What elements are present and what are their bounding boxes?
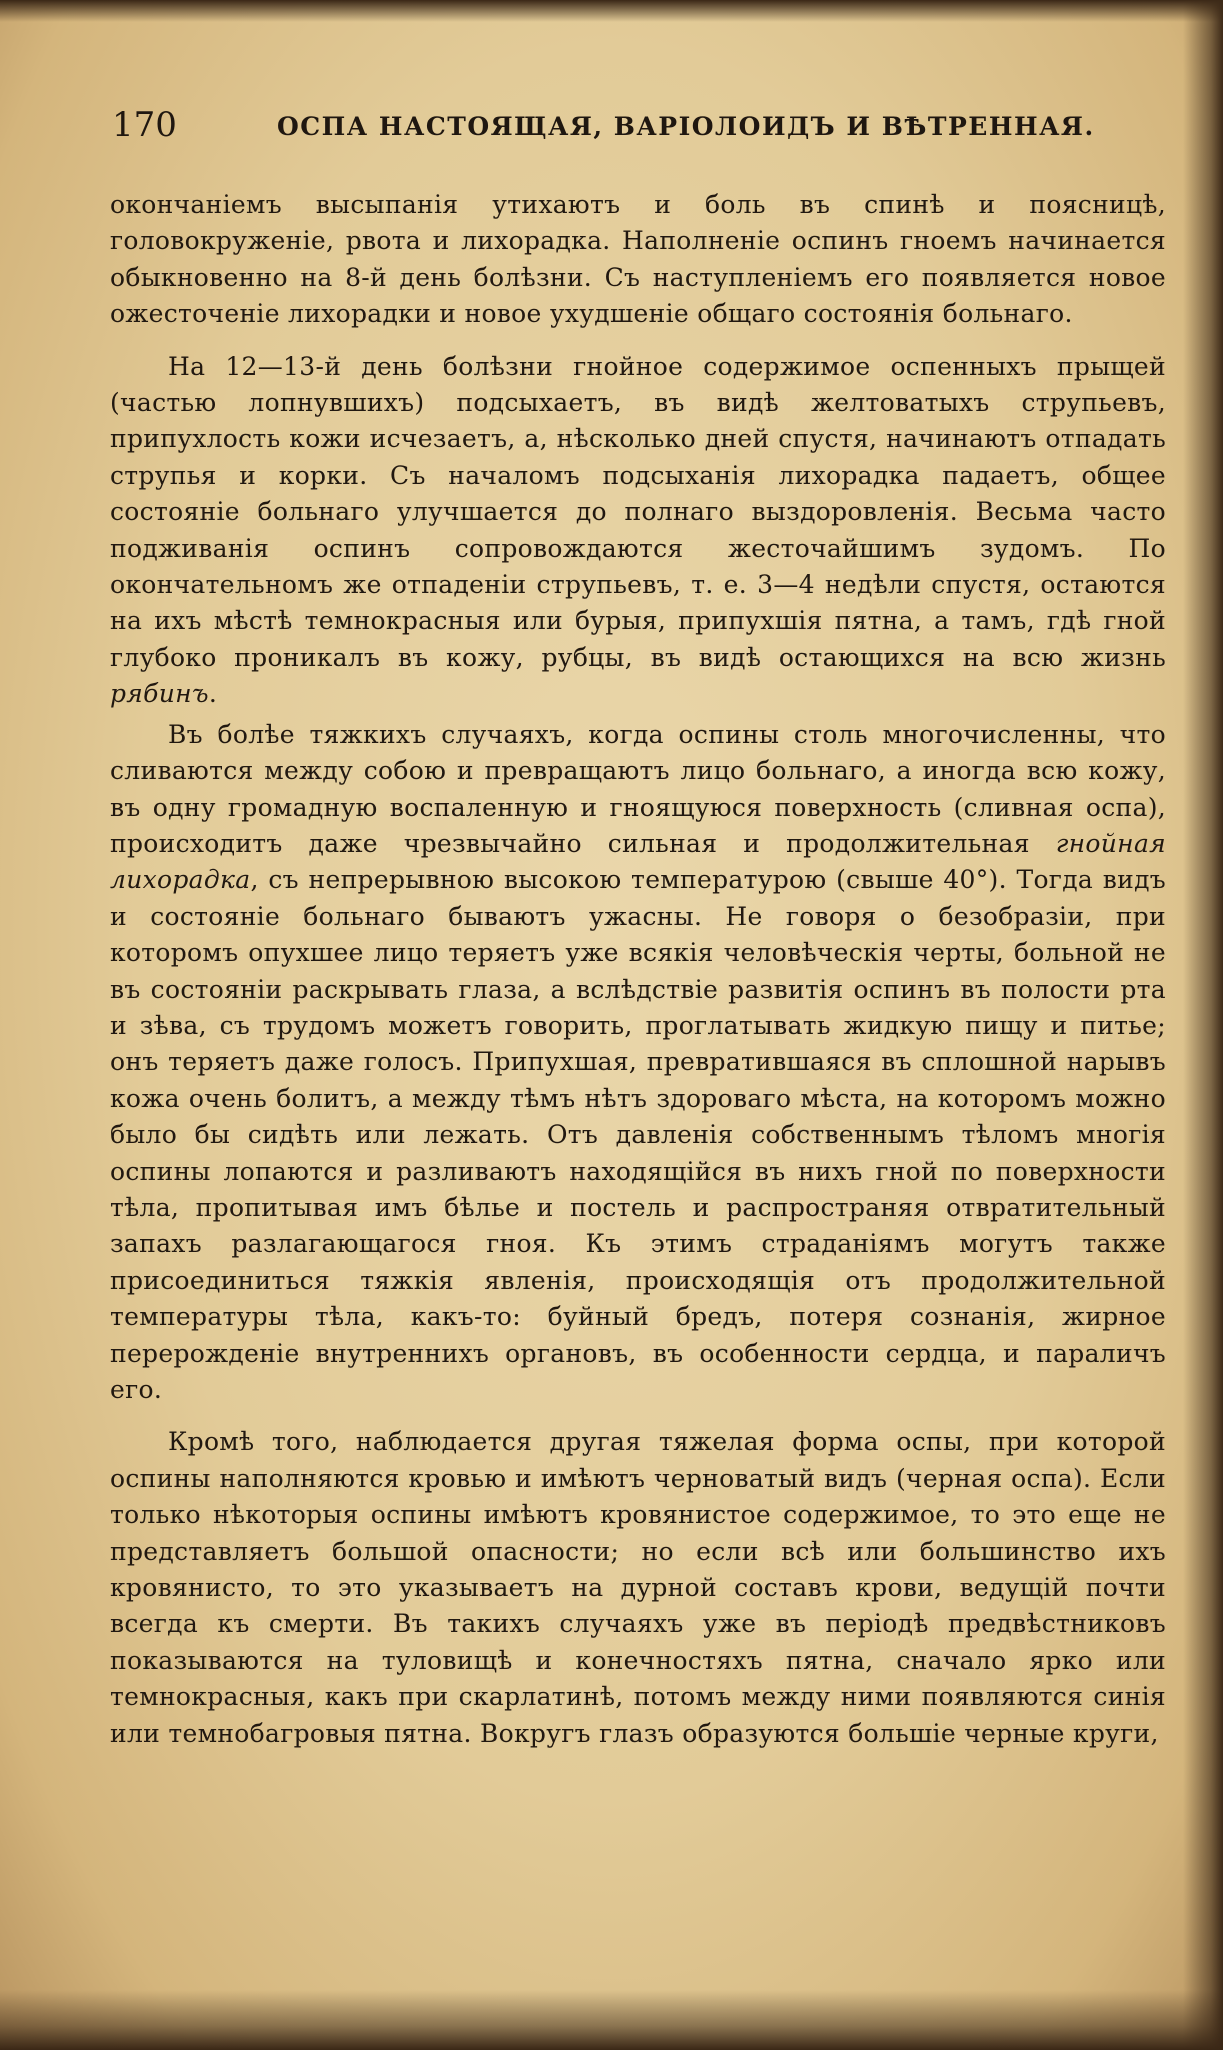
- page-edge-shadow-top: [0, 0, 1223, 22]
- page-edge-shadow-right: [1183, 0, 1223, 2050]
- paragraph-text: Въ болѣе тяжкихъ случаяхъ, когда оспины столь многочисленны, что сливаются между собою и превращаютъ лицо больнаго, а иногда всю кожу, въ одну громадную воспаленную и гноящуюся поверхность (сливная оспа), происходитъ даже чрезвычайно сильная и продолжительная: [110, 719, 1166, 858]
- page-header: [112, 100, 1162, 150]
- italic-term-gnoinaya-likhoradka: гнойная лихорадка: [110, 828, 1166, 895]
- page-number: 170: [112, 105, 177, 145]
- paragraph-1: [110, 187, 1166, 333]
- paragraph-text: окончаніемъ высыпанія утихаютъ и боль въ спинѣ и поясницѣ, головокруженіе, рвота и лихорадка. Наполненіе оспинъ гноемъ начинается обыкновенно на 8-й день болѣзни. Съ наступленіемъ его появляется новое ожесточеніе лихорадки и новое ухудшеніе общаго состоянія больнаго.: [110, 190, 1166, 329]
- page-edge-shadow-bottom: [0, 1990, 1223, 2050]
- paragraph-4: [110, 1424, 1166, 1752]
- body-text: [110, 187, 1166, 1752]
- paragraph-2: [110, 349, 1166, 713]
- paragraph-text: .: [208, 679, 218, 709]
- paragraph-3: [110, 717, 1166, 1409]
- paragraph-text: На 12—13-й день болѣзни гнойное содержимое оспенныхъ прыщей (частью лопнувшихъ) подсыхаетъ, въ видѣ желтоватыхъ струпьевъ, припухлость кожи исчезаетъ, а, нѣсколько дней спустя, начинаютъ отпадать струпья и корки. Съ началомъ подсыханія лихорадка падаетъ, общее состояніе больнаго улучшается до полнаго выздоровленія. Весьма часто подживанія оспинъ сопровождаются жесточайшимъ зудомъ. По окончательномъ же отпаденіи струпьевъ, т. е. 3—4 недѣли спустя, остаются на ихъ мѣстѣ темнокрасныя или бурыя, припухшія пятна, а тамъ, гдѣ гной глубоко проникалъ въ кожу, рубцы, въ видѣ остающихся на всю жизнь: [110, 351, 1166, 672]
- running-title: ОСПА НАСТОЯЩАЯ, ВАРІОЛОИДЪ И ВѢТРЕННАЯ.: [277, 112, 1095, 141]
- paragraph-text: Кромѣ того, наблюдается другая тяжелая форма оспы, при которой оспины наполняются кровью и имѣютъ черноватый видъ (черная оспа). Если только нѣкоторыя оспины имѣютъ кровянистое содержимое, то это еще не представляетъ большой опасности; но если всѣ или большинство ихъ кровянисто, то это указываетъ на дурной составъ крови, ведущій почти всегда къ смерти. Въ такихъ случаяхъ уже въ періодѣ предвѣстниковъ показываются на туловищѣ и конечностяхъ пятна, сначало ярко или темнокрасныя, какъ при скарлатинѣ, потомъ между ними появляются синія или темнобагровыя пятна. Вокругъ глазъ образуются большіе черные круги,: [110, 1427, 1166, 1748]
- italic-term-ryabin: рябинъ: [110, 679, 209, 709]
- paragraph-text: , съ непрерывною высокою температурою (свыше 40°). Тогда видъ и состояніе больнаго бываютъ ужасны. Не говоря о безобразіи, при которомъ опухшее лицо теряетъ уже всякія человѣческія черты, больной не въ состояніи раскрывать глаза, а вслѣдствіе развитія оспинъ въ полости рта и зѣва, съ трудомъ можетъ говорить, проглатывать жидкую пищу и питье; онъ теряетъ даже голосъ. Припухшая, превратившаяся въ сплошной нарывъ кожа очень болитъ, а между тѣмъ нѣтъ здороваго мѣста, на которомъ можно было бы сидѣть или лежать. Отъ давленія собственнымъ тѣломъ многія оспины лопаются и разливаютъ находящійся въ нихъ гной по поверхности тѣла, пропитывая имъ бѣлье и постель и распространяя отвратительный запахъ разлагающагося гноя. Къ этимъ страданіямъ могутъ также присоединиться тяжкія явленія, происходящія отъ продолжительной температуры тѣла, какъ-то: буйный бредъ, потеря сознанія, жирное перерожденіе внутреннихъ органовъ, въ особенности сердца, и параличъ его.: [110, 865, 1166, 1404]
